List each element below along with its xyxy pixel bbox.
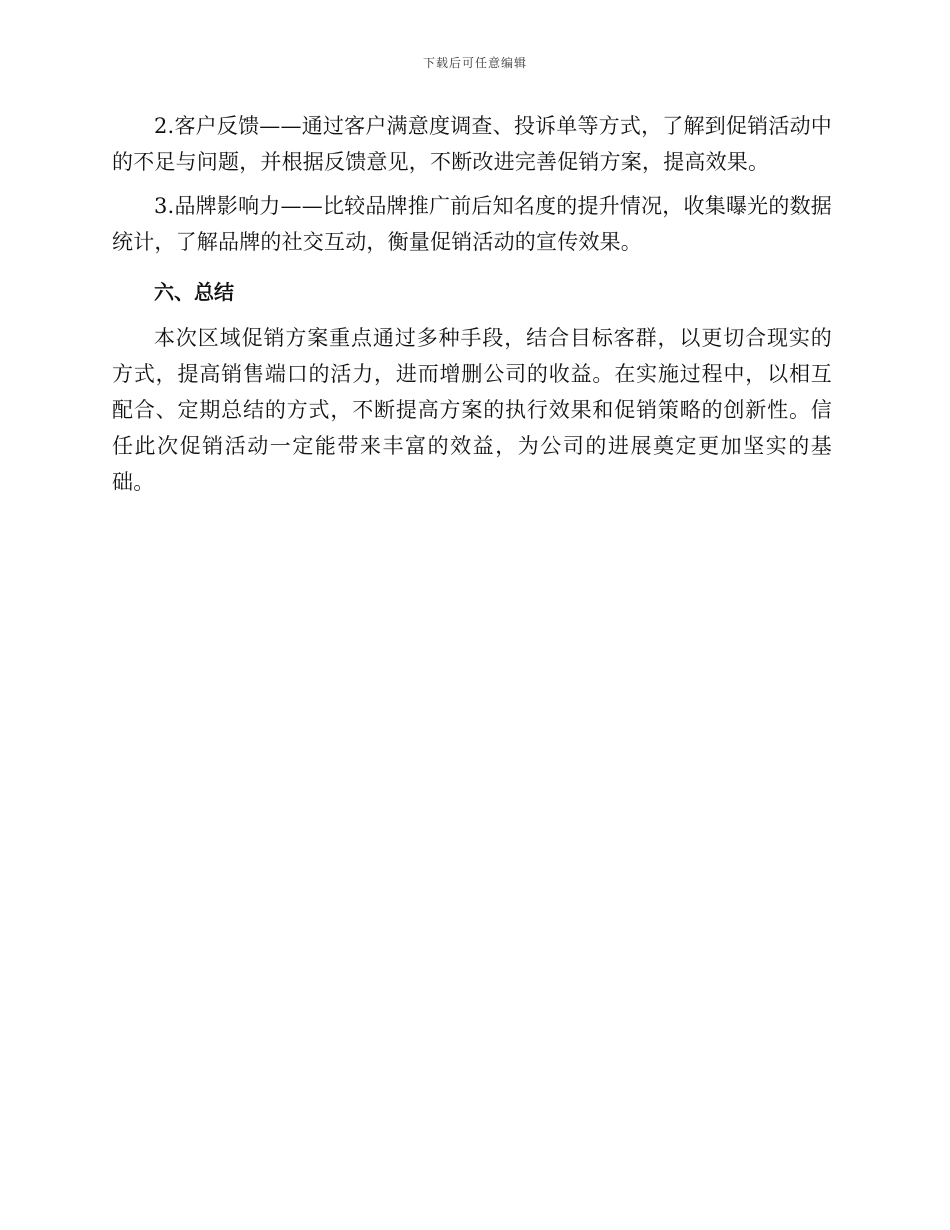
paragraph-summary: 本次区域促销方案重点通过多种手段，结合目标客群，以更切合现实的方式，提高销售端口的活力，进而增删公司的收益。在实施过程中，以相互配合、定期总结的方式，不断提高方案的执行效果和促销策略的创新性。信任此次促销活动一定能带来丰富的效益，为公司的进展奠定更加坚实的基础。 — [112, 326, 832, 494]
paragraph-customer-feedback: 2.客户反馈——通过客户满意度调查、投诉单等方式，了解到促销活动中的不足与问题，并根据反馈意见，不断改进完善促销方案，提高效果。 — [112, 114, 832, 174]
page-header: 下载后可任意编辑 — [422, 56, 527, 70]
document-body — [112, 108, 832, 508]
paragraph-brand-influence: 3.品牌影响力——比较品牌推广前后知名度的提升情况，收集曝光的数据统计，了解品牌的社交互动，衡量促销活动的宣传效果。 — [112, 194, 832, 254]
section-heading-summary: 六、总结 — [154, 280, 234, 304]
